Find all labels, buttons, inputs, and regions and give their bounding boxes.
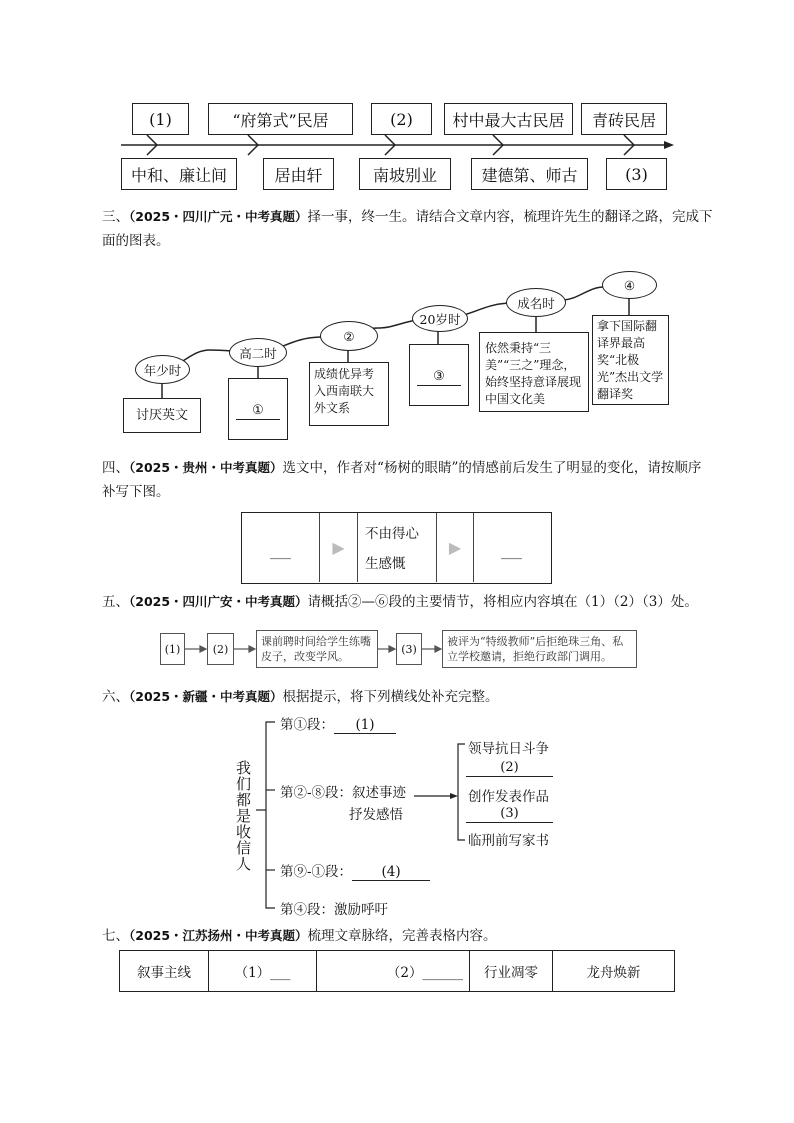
stage-node: ④ xyxy=(602,271,657,299)
stage-node: 成名时 xyxy=(506,288,566,317)
blank-label: ① xyxy=(236,403,280,420)
emotion-flow-box xyxy=(241,512,552,584)
question-4-text xyxy=(102,456,722,504)
timeline-top-box: (1) xyxy=(132,103,189,135)
flow-box: 课前聘时间给学生练嘴皮子，改变学风。 xyxy=(256,630,378,668)
question-prompt: 补写下图。 xyxy=(102,484,170,500)
section-label: 第④段：激励呼吁 xyxy=(280,902,388,918)
question-source-tag: （2025・四川广元・中考真题） xyxy=(129,209,308,224)
section-label: 抒发感悟 xyxy=(349,807,403,823)
flow-box-blank: (1) xyxy=(160,633,185,665)
table-cell-blank: （1）___ xyxy=(209,951,317,992)
timeline-top-box: (2) xyxy=(371,103,432,135)
timeline-top-box: “府第式”民居 xyxy=(208,103,353,135)
section-label: 第①段： xyxy=(280,717,334,733)
stage-box: 依然秉持“三美”“三之”理念，始终坚持意译展现中国文化美 xyxy=(479,332,589,412)
table-cell: 龙舟焕新 xyxy=(553,951,675,992)
stage-node: 年少时 xyxy=(135,355,190,384)
section-item xyxy=(280,860,430,881)
emotion-middle-line: 不由得心 xyxy=(365,526,419,542)
question-number: 五、 xyxy=(102,594,129,610)
question-prompt: 梳理文章脉络，完善表格内容。 xyxy=(307,928,497,944)
sub-item: 临刑前写家书 xyxy=(468,833,549,849)
timeline-bottom-box: 建德第、师古 xyxy=(471,158,588,190)
stage-box: 成绩优异考入西南联大外文系 xyxy=(309,362,389,426)
question-number: 三、 xyxy=(102,209,129,225)
question-number: 四、 xyxy=(102,460,129,476)
stage-node: 高二时 xyxy=(229,338,287,367)
flow-box-blank: (3) xyxy=(396,633,422,665)
stage-node: 20岁时 xyxy=(412,305,468,332)
timeline-bottom-box: 居由轩 xyxy=(263,158,334,190)
stage-box: 拿下国际翻译界最高奖“北极光”杰出文学翻译奖 xyxy=(592,315,669,405)
table-cell: 叙事主线 xyxy=(120,951,209,992)
arrow-icon: ▶ xyxy=(320,513,358,582)
context-table xyxy=(119,950,675,992)
timeline-top-box: 青砖民居 xyxy=(581,103,667,135)
blank-label: ③ xyxy=(417,369,461,386)
sub-item: 领导抗日斗争 xyxy=(468,741,549,757)
sub-item: 创作发表作品 xyxy=(468,789,549,805)
blank-label: (2) xyxy=(466,760,553,777)
section-label: 第②-⑧段：叙述事迹 xyxy=(280,785,407,801)
stage-box-blank xyxy=(409,344,469,406)
section-label: 第⑨-①段： xyxy=(280,864,353,880)
blank-left: ___ xyxy=(242,513,320,582)
question-source-tag: （2025・四川广安・中考真题） xyxy=(129,594,308,609)
timeline-bottom-box: (3) xyxy=(606,158,667,190)
table-row xyxy=(120,951,675,992)
question-prompt: 请概括②—⑥段的主要情节，将相应内容填在（1）（2）（3）处。 xyxy=(307,594,698,610)
timeline-top-box: 村中最大古民居 xyxy=(444,103,573,135)
emotion-middle-line: 生感慨 xyxy=(365,556,406,572)
blank-label: (4) xyxy=(352,864,430,881)
stage-box-blank xyxy=(228,378,288,440)
question-source-tag: （2025・贵州・中考真题） xyxy=(129,460,283,475)
timeline-bottom-box: 中和、廉让间 xyxy=(121,158,237,190)
table-cell: 行业凋零 xyxy=(470,951,553,992)
question-7-text xyxy=(102,924,722,948)
timeline-bottom-box: 南坡别业 xyxy=(359,158,451,190)
question-number: 七、 xyxy=(102,928,129,944)
stage-box: 讨厌英文 xyxy=(123,398,201,433)
flow-box: 被评为“特级教师”后拒绝珠三角、私立学校邀请，拒绝行政部门调用。 xyxy=(442,630,637,668)
emotion-middle xyxy=(357,513,437,582)
path-curve xyxy=(0,0,794,460)
question-prompt: 择一事，终一生。请结合文章内容，梳理许先生的翻译之路，完成下 xyxy=(307,209,713,225)
question-prompt: 选文中，作者对“杨树的眼睛”的情感前后发生了明显的变化，请按顺序 xyxy=(282,460,702,476)
question-5-text xyxy=(102,590,722,614)
blank-label: (1) xyxy=(334,717,396,734)
root-title: 我们都是收信人 xyxy=(236,759,252,873)
flow-box-blank: (2) xyxy=(207,633,234,665)
blank-label: (3) xyxy=(466,806,553,823)
stage-node: ② xyxy=(320,321,378,351)
blank-right: ___ xyxy=(501,544,522,560)
question-source-tag: （2025・江苏扬州・中考真题） xyxy=(129,928,308,943)
question-prompt: 面的图表。 xyxy=(102,233,170,249)
arrow-icon: ▶ xyxy=(437,513,474,582)
section-item xyxy=(280,713,396,734)
question-number: 六、 xyxy=(102,689,129,705)
question-prompt: 根据提示，将下列横线处补充完整。 xyxy=(282,689,499,705)
question-source-tag: （2025・新疆・中考真题） xyxy=(129,689,283,704)
table-cell-blank: （2）______ xyxy=(317,951,470,992)
